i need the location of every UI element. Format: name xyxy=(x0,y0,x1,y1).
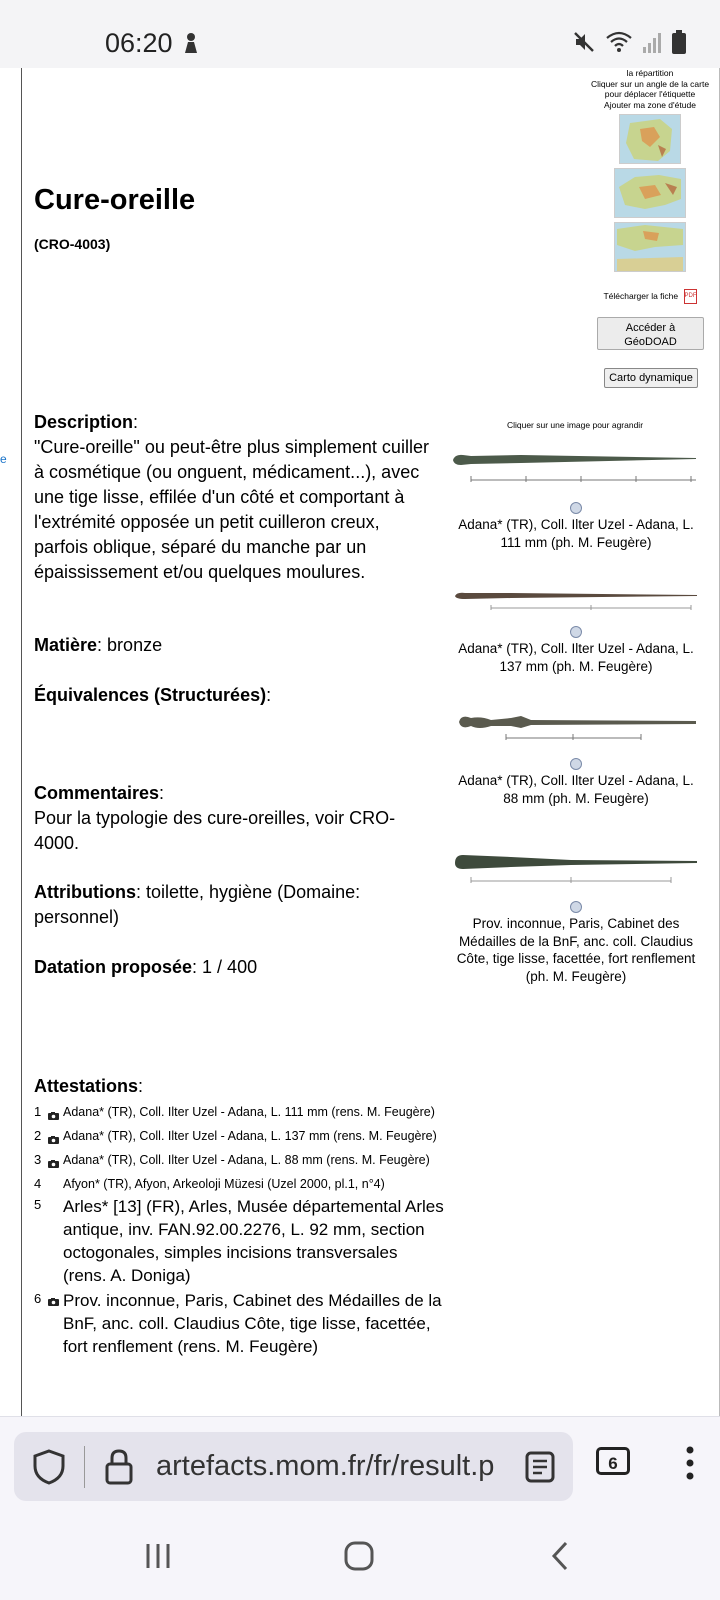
attestation-number: 1 xyxy=(34,1104,42,1119)
attributions-label: Attributions xyxy=(34,882,136,902)
map-thumbnail-mediterranean[interactable] xyxy=(614,222,686,272)
shield-icon[interactable] xyxy=(32,1449,66,1490)
gallery-item[interactable] xyxy=(450,847,702,985)
no-photo-spacer xyxy=(48,1175,63,1179)
camera-icon[interactable] xyxy=(48,1289,63,1311)
lock-icon[interactable] xyxy=(104,1448,134,1491)
description-block: Description: "Cure-oreille" ou peut-être plus simplement cuiller à cosmétique (ou onguent, médicament...), avec une tige lisse, effilée d'un côté et comportant à l'extrémité opposée un petit cuilleron creux, parfois oblique, séparé du manche par un épaississement et/ou quelques moulures. xyxy=(34,412,429,582)
cure-oreille-photo[interactable] xyxy=(451,584,701,620)
attestation-number: 3 xyxy=(34,1152,42,1167)
attestation-item[interactable] xyxy=(34,1175,444,1193)
attestation-item[interactable] xyxy=(34,1289,444,1358)
tabs-count-button[interactable]: 6 xyxy=(596,1447,630,1475)
attestations-heading: Attestations: xyxy=(34,1076,144,1096)
signal-icon xyxy=(642,31,662,58)
system-navigation-bar xyxy=(0,1514,720,1600)
download-pdf-link[interactable] xyxy=(580,289,720,304)
carto-dynamique-button[interactable]: Carto dynamique xyxy=(604,368,698,388)
edge-link-fragment[interactable]: e xyxy=(0,452,7,466)
map-instruction-line: la répartition xyxy=(626,68,674,78)
object-code: (CRO-4003) xyxy=(34,236,111,252)
reader-mode-icon[interactable] xyxy=(525,1451,555,1488)
web-page xyxy=(0,68,720,1416)
attestation-text: Adana* (TR), Coll. Ilter Uzel - Adana, L. 88 mm (rens. M. Feugère) xyxy=(63,1153,430,1167)
commentaires-text: Pour la typologie des cure-oreilles, voir CRO-4000. xyxy=(34,808,396,853)
map-thumbnail-france[interactable] xyxy=(619,114,681,164)
attributions-block: Attributions: toilette, hygiène (Domaine: personnel) xyxy=(34,882,361,927)
geodoad-button[interactable]: Accéder à GéoDOAD xyxy=(597,317,704,350)
gallery-caption: Prov. inconnue, Paris, Cabinet des Médailles de la BnF, anc. coll. Claudius Côte, tige lisse, facettée, fort renflement (ph. M. Feugère) xyxy=(456,916,696,984)
description-text: "Cure-oreille" ou peut-être plus simplement cuiller à cosmétique (ou onguent, médicament...), avec une tige lisse, effilée d'un côté et comportant à l'extrémité opposée un petit cuilleron creux, parfois oblique, séparé du manche par un épaississement et/ou quelques moulures. xyxy=(34,437,429,582)
attestation-item[interactable] xyxy=(34,1127,444,1149)
add-study-zone-link[interactable]: Ajouter ma zone d'étude xyxy=(604,99,696,110)
zoom-icon[interactable] xyxy=(570,626,582,638)
map-thumbnail-europe[interactable] xyxy=(614,168,686,218)
description-label: Description xyxy=(34,412,134,432)
datation-label: Datation proposée xyxy=(34,957,193,977)
gallery-caption: Adana* (TR), Coll. Ilter Uzel - Adana, L. 137 mm (ph. M. Feugère) xyxy=(458,641,694,674)
matiere-value: bronze xyxy=(107,635,163,655)
status-time: 06:20 xyxy=(105,28,173,58)
datation-block: Datation proposée: 1 / 400 xyxy=(34,957,258,977)
attestation-item[interactable] xyxy=(34,1151,444,1173)
attributions-value: toilette, hygiène (Domaine: personnel) xyxy=(34,882,361,927)
map-instruction-line: pour déplacer l'étiquette xyxy=(604,89,696,99)
camera-icon[interactable] xyxy=(48,1103,63,1125)
status-bar xyxy=(0,0,720,68)
attestation-number: 6 xyxy=(34,1291,42,1306)
gallery-item[interactable] xyxy=(450,584,702,675)
battery-icon xyxy=(672,30,686,59)
page-title: Cure-oreille xyxy=(34,184,196,216)
attestation-text: Adana* (TR), Coll. Ilter Uzel - Adana, L. 111 mm (rens. M. Feugère) xyxy=(63,1105,435,1119)
cure-oreille-photo[interactable] xyxy=(451,708,701,752)
pdf-icon[interactable]: PDF xyxy=(684,289,697,304)
attestation-number: 2 xyxy=(34,1128,42,1143)
attestation-text: Prov. inconnue, Paris, Cabinet des Médailles de la BnF, anc. coll. Claudius Côte, tige lisse, facettée, fort renflement (rens. M. Feugère) xyxy=(63,1291,442,1356)
cure-oreille-photo[interactable] xyxy=(451,847,701,895)
no-photo-spacer xyxy=(48,1195,63,1199)
left-border xyxy=(21,68,22,1416)
attestations-list xyxy=(34,1103,444,1358)
attestation-number: 5 xyxy=(34,1197,42,1212)
commentaires-label: Commentaires xyxy=(34,783,160,803)
browser-toolbar xyxy=(0,1416,720,1515)
mute-icon xyxy=(572,30,596,59)
matiere-label: Matière xyxy=(34,635,98,655)
url-text[interactable]: artefacts.mom.fr/fr/result.p xyxy=(156,1450,495,1482)
url-separator xyxy=(84,1446,85,1488)
equivalences-block: Équivalences (Structurées): xyxy=(34,685,272,705)
cure-oreille-photo[interactable] xyxy=(451,446,701,496)
download-pdf-label[interactable]: Télécharger la fiche xyxy=(603,290,679,301)
zoom-icon[interactable] xyxy=(570,901,582,913)
zoom-icon[interactable] xyxy=(570,502,582,514)
gallery-item[interactable] xyxy=(450,446,702,551)
matiere-block: Matière: bronze xyxy=(34,635,163,655)
attestations-label: Attestations xyxy=(34,1076,139,1096)
camera-icon[interactable] xyxy=(48,1151,63,1173)
equivalences-label: Équivalences (Structurées) xyxy=(34,685,267,705)
gallery-item[interactable] xyxy=(450,708,702,807)
map-panel xyxy=(580,68,720,276)
more-menu-icon[interactable] xyxy=(684,1445,696,1486)
url-bar[interactable] xyxy=(14,1432,573,1501)
attestation-item[interactable] xyxy=(34,1195,444,1287)
map-instruction-line[interactable]: Cliquer sur un angle de la carte xyxy=(590,78,710,89)
home-icon[interactable] xyxy=(344,1541,374,1576)
attestation-text: Arles* [13] (FR), Arles, Musée départemental Arles antique, inv. FAN.92.00.2276, L. 92 mm, section octogonales, simples incisions transversales (rens. A. Doniga) xyxy=(63,1197,444,1285)
notification-icon xyxy=(181,32,201,59)
gallery-caption: Adana* (TR), Coll. Ilter Uzel - Adana, L. 88 mm (ph. M. Feugère) xyxy=(458,773,694,806)
recent-apps-icon[interactable] xyxy=(144,1542,172,1575)
attestation-text: Adana* (TR), Coll. Ilter Uzel - Adana, L. 137 mm (rens. M. Feugère) xyxy=(63,1129,437,1143)
commentaires-block: Commentaires: Pour la typologie des cure-oreilles, voir CRO-4000. xyxy=(34,783,396,853)
gallery-caption: Adana* (TR), Coll. Ilter Uzel - Adana, L. 111 mm (ph. M. Feugère) xyxy=(458,517,694,550)
datation-value: 1 / 400 xyxy=(202,957,258,977)
zoom-icon[interactable] xyxy=(570,758,582,770)
gallery-hint: Cliquer sur une image pour agrandir xyxy=(506,420,644,430)
wifi-icon xyxy=(606,31,632,58)
back-icon[interactable] xyxy=(551,1541,569,1576)
attestation-text: Afyon* (TR), Afyon, Arkeoloji Müzesi (Uzel 2000, pl.1, n°4) xyxy=(63,1177,385,1191)
camera-icon[interactable] xyxy=(48,1127,63,1149)
attestation-item[interactable] xyxy=(34,1103,444,1125)
attestation-number: 4 xyxy=(34,1176,42,1191)
